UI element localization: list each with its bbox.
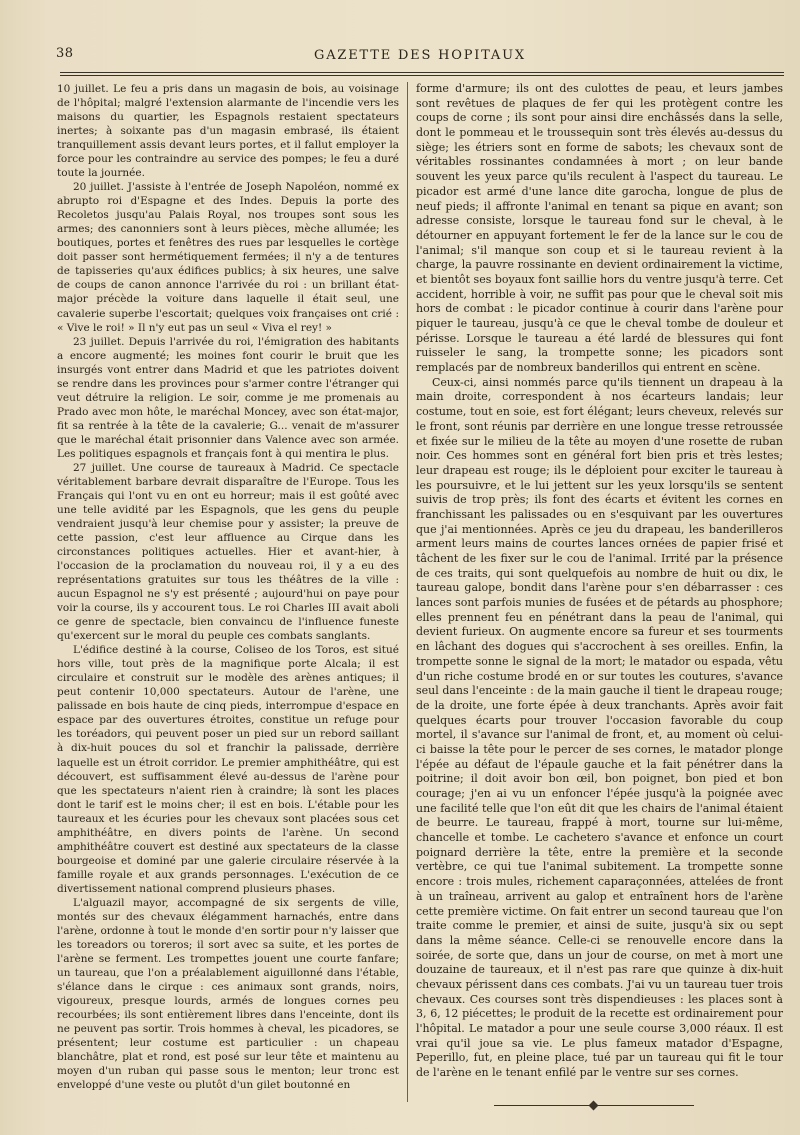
paragraph: L'édifice destiné à la course, Coliseo de los Toros, est situé hors ville, tout près de la magnifique porte Alcala; il est circulaire et construit sur le modèle des arènes antiques; il peut contenir 10,000 spectateurs. Autour de l'arène, une palissade en bois haute de cinq pieds, interrompue d'espace en espace par des ouvertures étroites, constitue un refuge pour les toréadors, qui peuvent poser un pied sur un rebord saillant à dix-huit pouces du sol et franchir la palissade, derrière laquelle est un étroit corridor. Le premier amphithéâtre, qui est découvert, est suffisamment élevé au-dessus de l'arène pour que les spectateurs n'aient rien à craindre; là sont les places dont le tarif est le moins cher; il est en bois. L'étable pour les taureaux et les écuries pour les chevaux sont placées sous cet amphithéâtre, en divers points de l'arène. Un second amphithéâtre couvert est destiné aux spectateurs de la classe bourgeoise et dominé par une galerie circulaire réservée à la famille royale et aux grands personnages. L'exécution de ce divertissement national comprend plusieurs phases. (57, 644, 399, 895)
paragraph: Ceux-ci, ainsi nommés parce qu'ils tiennent un drapeau à la main droite, correspondent à nos écarteurs landais; leur costume, tout en soie, est fort élégant; leurs cheveux, relevés sur le front, sont réunis par derrière en une longue tresse retroussée et fixée sur le milieu de la tête au moyen d'une rosette de ruban noir. Ces hommes sont en général fort bien pris et très lestes; leur drapeau est rouge; ils le déploient pour exciter le taureau à les poursuivre, et le lui jettent sur les yeux lorsqu'ils se sentent suivis de trop près; ils font des écarts et évitent les cornes en franchissant les palissades ou en s'esquivant par les ouvertures que j'ai mentionnées. Après ce jeu du drapeau, les banderilleros arment leurs mains de courtes lances ornées de papier frisé et tâchent de les fixer sur le cou de l'animal. Irrité par la présence de ces traits, qui sont quelquefois au nombre de huit ou dix, le taureau galope, bondit dans l'arène pour s'en débarrasser : ces lances sont parfois munies de fusées et de pétards au phosphore; elles prennent feu en pénétrant dans la peau de l'animal, qui devient furieux. On augmente encore sa fureur et ses tourments en lâchant des dogues qui s'accrochent à ses oreilles. Enfin, la trompette sonne le signal de la mort; le matador ou espada, vêtu d'un riche costume brodé en or sur toutes les coutures, s'avance seul dans l'enceinte : de la main gauche il tient le drapeau rouge; de la droite, une forte épée à deux tranchants. Après avoir fait quelques écarts pour trouver l'occasion favorable du coup mortel, il s'avance sur l'animal de front, et, au moment où celui-ci baisse la tête pour le percer de ses cornes, le matador plonge l'épée au défaut de l'épaule gauche et la fait pénétrer dans la poitrine; il doit avoir bon œil, bon poignet, bon pied et bon courage; j'en ai vu un enfoncer l'épée jusqu'à la poignée avec une facilité telle que l'on eût dit que les chairs de l'animal étaient de beurre. Le taureau, frappé à mort, tourne sur lui-même, chancelle et tombe. Le cachetero s'avance et enfonce un court poignard derrière la tête, entre la première et la seconde vertèbre, ce qui tue l'animal subitement. La trompette sonne encore : trois mules, richement caparaçonnées, attelées de front à un traîneau, arrivent au galop et entraînent hors de l'arène cette première victime. On fait entrer un second taureau que l'on traite comme le premier, et ainsi de suite, jusqu'à six ou sept dans la même séance. Celle-ci se renouvelle encore dans la soirée, de sorte que, dans un jour de course, on met à mort une douzaine de taureaux, et il n'est pas rare que quinze à dix-huit chevaux périssent dans ces combats. J'ai vu un taureau tuer trois chevaux. Ces courses sont très dispendieuses : les places sont à 3, 6, 12 piécettes; le produit de la recette est ordinairement pour l'hôpital. Le matador a pour une seule course 3,000 réaux. Il est vrai qu'il joue sa vie. Le plus fameux matador d'Espagne, Peperillo, fut, en pleine place, tué par un taureau qui fit le tour de l'arène en le tenant enfilé par le ventre sur ses cornes. (416, 375, 783, 1080)
header-rule-top (60, 72, 784, 73)
paragraph: 27 juillet. Une course de taureaux à Madrid. Ce spectacle véritablement barbare devrait disparaître de l'Europe. Tous les Français qui l'ont vu en ont eu horreur; mais il est goûté avec une telle avidité par les Espagnols, que les gens du peuple vendraient jusqu'à leur chemise pour y assister; la preuve de cette passion, c'est leur affluence au Cirque dans les circonstances politiques actuelles. Hier et avant-hier, à l'occasion de la proclamation du nouveau roi, il y a eu des représentations gratuites sur tous les théâtres de la ville : aucun Espagnol ne s'y est présenté ; aujourd'hui on paye pour voir la course, ils y accourent tous. Le roi Charles III avait aboli ce genre de spectacle, bien convaincu de l'influence funeste qu'exercent sur le moral du peuple ces combats sanglants. (57, 461, 399, 643)
paragraph: forme d'armure; ils ont des culottes de peau, et leurs jambes sont revêtues de plaques de fer qui les protègent contre les coups de corne ; ils sont pour ainsi dire enchâssés dans la selle, dont le pommeau et le troussequin sont très élevés au-dessus du siège; les étriers sont en forme de sabots; les chevaux sont de véritables rossinantes condamnées à mort ; on leur bande souvent les yeux parce qu'ils reculent à l'aspect du taureau. Le picador est armé d'une lance dite garocha, longue de plus de neuf pieds; il affronte l'animal en tenant sa pique en avant; son adresse consiste, lorsque le taureau fond sur le cheval, à le détourner en appuyant fortement le fer de la lance sur le cou de l'animal; s'il manque son coup et si le taureau revient à la charge, la pauvre rossinante en devient ordinairement la victime, et bientôt ses boyaux font saillie hors du ventre jusqu'à terre. Cet accident, horrible à voir, ne suffit pas pour que le cheval soit mis hors de combat : le picador continue à courir dans l'arène pour piquer le taureau, jusqu'à ce que le cheval tombe de douleur et périsse. Lorsque le taureau a été lardé de blessures qui font ruisseler le sang, la trompette sonne; les picadors sont remplacés par de nombreux banderillos qui entrent en scène. (416, 82, 783, 375)
page-number: 38 (56, 46, 74, 61)
left-column (57, 82, 399, 1092)
header-rule-bottom (60, 75, 784, 76)
page-header (56, 44, 784, 66)
journal-title: GAZETTE DES HOPITAUX (314, 48, 526, 63)
end-ornament (494, 1101, 694, 1111)
paragraph: 20 juillet. J'assiste à l'entrée de Joseph Napoléon, nommé ex abrupto roi d'Espagne et des Indes. Depuis la porte des Recoletos jusqu'au Palais Royal, nos troupes sont sous les armes; des canonniers sont à leurs pièces, mèche allumée; les boutiques, portes et fenêtres des rues par lesquelles le cortège doit passer sont hermétiquement fermées; il n'y a de tentures de tapisseries qu'aux édifices publics; à six heures, une salve de coups de canon annonce l'arrivée du roi : un brillant état-major précède la voiture dans laquelle il était seul, une cavalerie superbe l'escortait; quelques voix françaises ont crié : « Vive le roi! » Il n'y eut pas un seul « Viva el rey! » (57, 181, 399, 334)
paragraph: 10 juillet. Le feu a pris dans un magasin de bois, au voisinage de l'hôpital; malgré l'extension alarmante de l'incendie vers les maisons du quartier, les Espagnols restaient spectateurs inertes; à soixante pas d'un magasin embrasé, ils étaient tranquillement assis devant leurs portes, et il fallut employer la force pour les contraindre au service des pompes; le feu a duré toute la journée. (57, 83, 399, 180)
right-column (416, 82, 783, 1081)
paragraph: 23 juillet. Depuis l'arrivée du roi, l'émigration des habitants a encore augmenté; les moines font courir le bruit que les insurgés vont entrer dans Madrid et que les patriotes doivent se rendre dans les provinces pour s'armer contre l'étranger qui veut détruire la religion. Le soir, comme je me promenais au Prado avec mon hôte, le maréchal Moncey, avec son état-major, fit sa rentrée à la tête de la cavalerie; G... venait de m'assurer que le maréchal était prisonnier dans Valence avec son armée. Les politiques espagnols et français font à qui mentira le plus. (57, 335, 399, 460)
column-divider (407, 82, 408, 1102)
paragraph: L'alguazil mayor, accompagné de six sergents de ville, montés sur des chevaux élégamment harnachés, entre dans l'arène, ordonne à tout le monde d'en sortir pour n'y laisser que les toreadors ou toreros; il sort avec sa suite, et les portes de l'arène se ferment. Les trompettes jouent une courte fanfare; un taureau, que l'on a préalablement aiguillonné dans l'étable, s'élance dans le cirque : ces animaux sont grands, noirs, vigoureux, presque lourds, armés de longues cornes peu recourbées; ils sont entièrement libres dans l'enceinte, dont ils ne peuvent pas sortir. Trois hommes à cheval, les picadores, se présentent; leur costume est particulier : un chapeau blanchâtre, plat et rond, est posé sur leur tête et maintenu au moyen d'un ruban qui passe sous le menton; leur tronc est enveloppé d'une veste ou plutôt d'un gilet boutonné en (57, 896, 399, 1092)
ornament-diamond (589, 1101, 599, 1111)
